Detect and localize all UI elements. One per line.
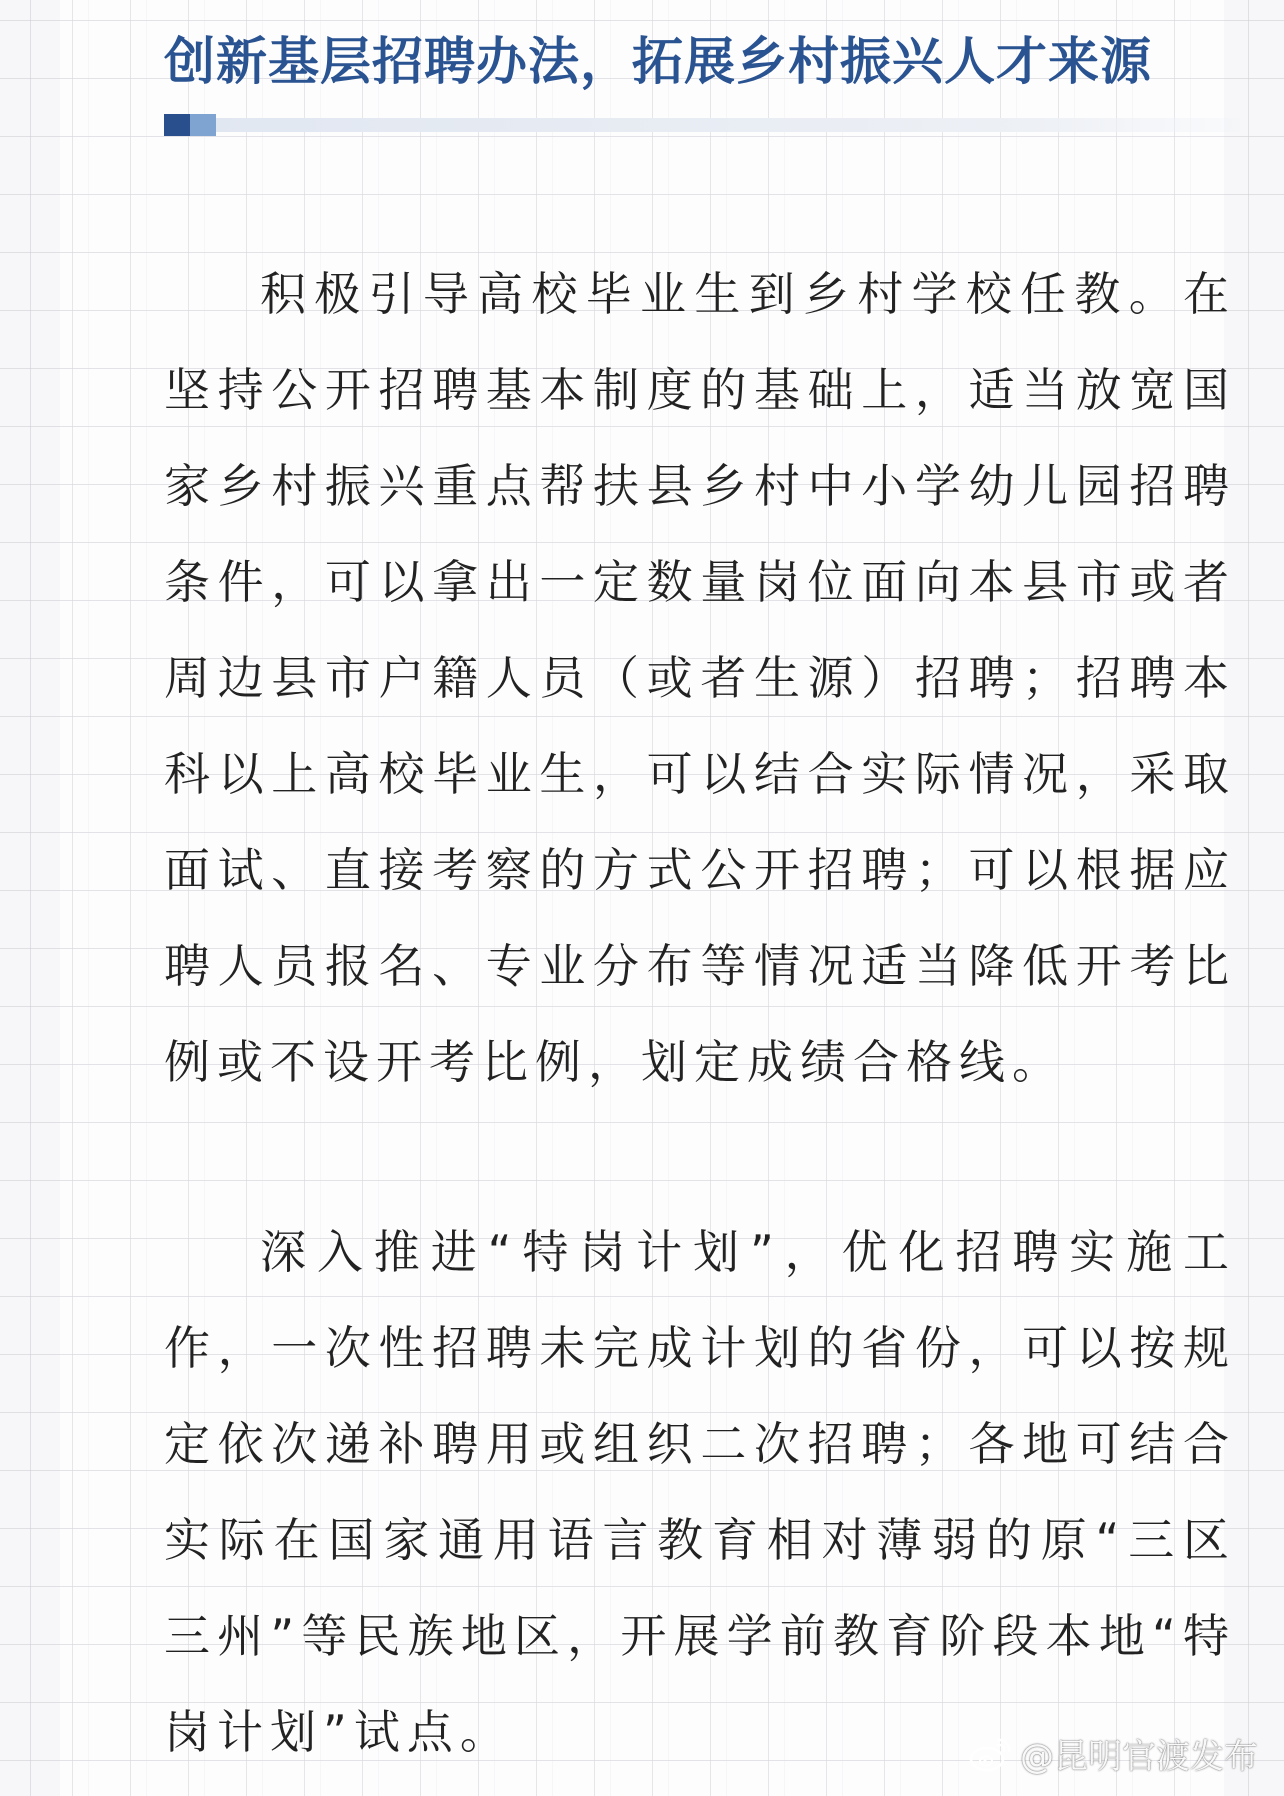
title-underline (164, 114, 1240, 136)
paragraph-1: 积极引导高校毕业生到乡村学校任教。在坚持公开招聘基本制度的基础上，适当放宽国家乡村振兴重点帮扶县乡村中小学幼儿园招聘条件，可以拿出一定数量岗位面向本县市或者周边县市户籍人员（或者生源）招聘；招聘本科以上高校毕业生，可以结合实际情况，采取面试、直接考察的方式公开招聘；可以根据应聘人员报名、专业分布等情况适当降低开考比例或不设开考比例，划定成绩合格线。 (164, 267, 1236, 1089)
underline-accent-dark (164, 114, 190, 136)
weibo-watermark (968, 1729, 1258, 1778)
paragraph-2: 深入推进“特岗计划”，优化招聘实施工作，一次性招聘未完成计划的省份，可以按规定依次递补聘用或组织二次招聘；各地可结合实际在国家通用语言教育相对薄弱的原“三区三州”等民族地区，开展学前教育阶段本地“特岗计划”试点。 (164, 1225, 1236, 1759)
watermark-text: @昆明官渡发布 (1020, 1737, 1258, 1777)
document-page (60, 0, 1236, 1796)
section-title: 创新基层招聘办法，拓展乡村振兴人才来源 (164, 33, 1153, 92)
underline-track (204, 118, 1240, 132)
underline-accent-light (190, 114, 216, 136)
weibo-icon (968, 1734, 1014, 1774)
